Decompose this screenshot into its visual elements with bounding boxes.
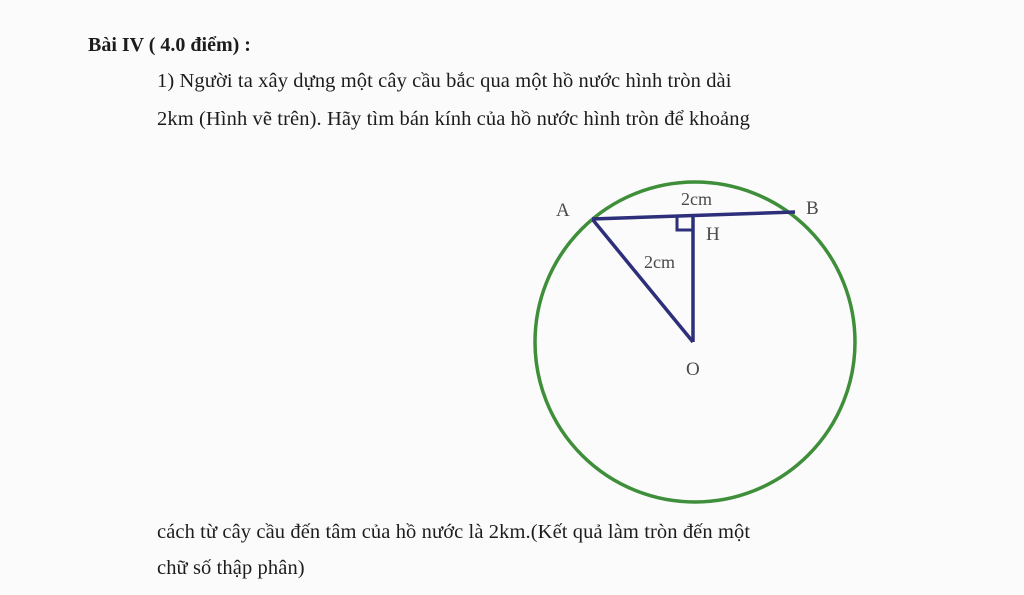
distance-oh-label: 2cm	[644, 252, 675, 272]
point-o-label: O	[686, 359, 700, 380]
right-angle-mark	[677, 216, 693, 230]
exercise-heading: Bài IV ( 4.0 điểm) :	[88, 34, 251, 56]
problem-text-line-4: chữ số thập phân)	[157, 557, 305, 579]
segment-ao	[593, 220, 693, 342]
problem-text-line-1: 1) Người ta xây dựng một cây cầu bắc qua một hồ nước hình tròn dài	[157, 70, 732, 92]
chord-length-label: 2cm	[681, 189, 712, 209]
point-a-label: A	[556, 200, 570, 221]
problem-text-line-2: 2km (Hình vẽ trên). Hãy tìm bán kính của hồ nước hình tròn để khoảng	[157, 108, 750, 130]
point-h-label: H	[706, 224, 720, 245]
problem-text-line-3: cách từ cây cầu đến tâm của hồ nước là 2km.(Kết quả làm tròn đến một	[157, 521, 751, 543]
lake-circle	[535, 182, 855, 502]
point-b-label: B	[806, 198, 819, 219]
